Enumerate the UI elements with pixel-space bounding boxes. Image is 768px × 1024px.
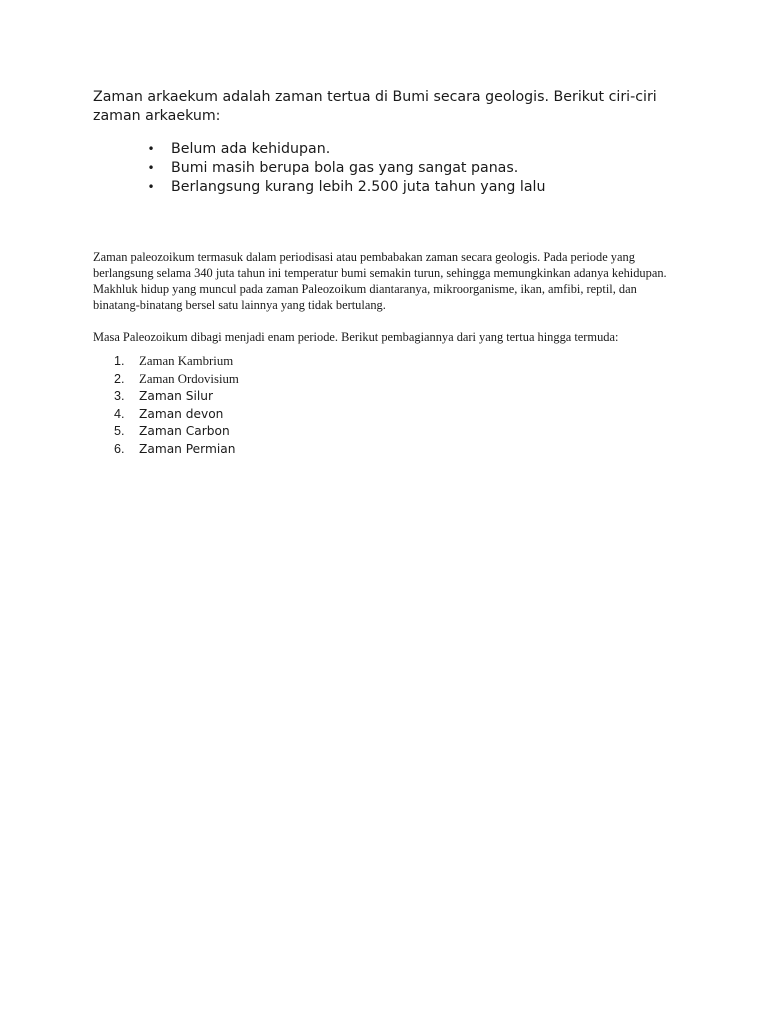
list-number: 6. (114, 441, 125, 456)
list-item-text: Zaman Ordovisium (139, 371, 239, 386)
list-item-text: Belum ada kehidupan. (171, 141, 331, 157)
list-number: 2. (114, 371, 125, 386)
bullet-icon: • (147, 180, 155, 194)
list-item-text: Zaman Permian (139, 441, 236, 456)
bullet-icon: • (147, 142, 155, 156)
list-item-text: Zaman devon (139, 406, 224, 421)
paleozoikum-paragraph: Zaman paleozoikum termasuk dalam periodisasi atau pembabakan zaman secara geologis. Pada periode yang berlangsung selama 340 juta tahun ini temperatur bumi semakin turun, sehingga memungkinkan adanya kehidupan. Makhluk hidup yang muncul pada zaman Paleozoikum diantaranya, mikroorganisme, ikan, amfibi, reptil, dan binatang-binatang bersel satu lainnya yang tidak bertulang. (93, 250, 667, 312)
bullet-icon: • (147, 161, 155, 175)
list-item-text: Zaman Kambrium (139, 354, 234, 368)
list-item-text: Bumi masih berupa bola gas yang sangat panas. (171, 160, 519, 176)
list-item-text: Berlangsung kurang lebih 2.500 juta tahun yang lalu (171, 179, 546, 195)
list-item (146, 140, 545, 159)
list-item (146, 178, 545, 197)
list-number: 1. (114, 354, 125, 368)
list-item-text: Zaman Silur (139, 389, 213, 403)
list-number: 5. (114, 424, 125, 438)
list-item-text: Zaman Carbon (139, 424, 230, 438)
list-number: 4. (114, 406, 125, 421)
list-item (146, 159, 545, 178)
list-number: 3. (114, 389, 125, 403)
periods-intro-paragraph: Masa Paleozoikum dibagi menjadi enam periode. Berikut pembagiannya dari yang tertua hingga termuda: (93, 330, 619, 344)
intro-paragraph: Zaman arkaekum adalah zaman tertua di Bumi secara geologis. Berikut ciri-ciri zaman arkaekum: (93, 89, 657, 124)
arkaekum-characteristics-list (146, 140, 545, 197)
